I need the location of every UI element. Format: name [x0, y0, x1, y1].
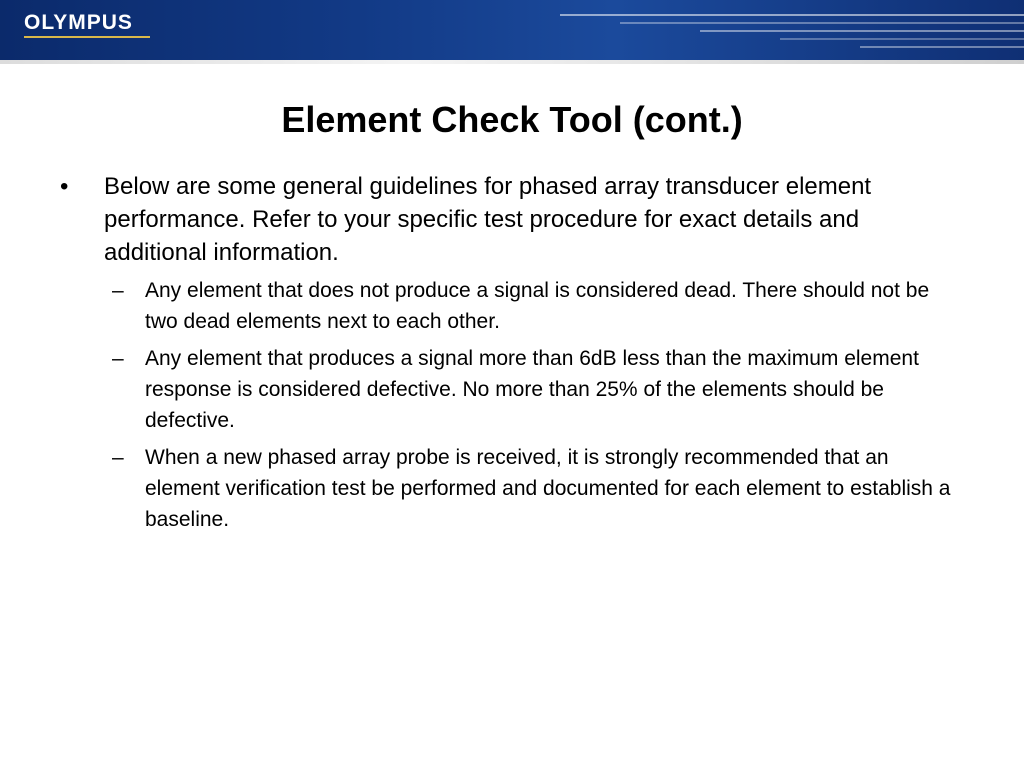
header-streak [560, 14, 1024, 16]
sub-bullet-marker: – [112, 347, 124, 370]
header-band [0, 0, 1024, 60]
logo-underline [24, 36, 150, 38]
sub-bullet-item [112, 275, 976, 337]
sub-bullet-text: Any element that produces a signal more than 6dB less than the maximum element response is considered defective. No more than 25% of the elements should be defective. [145, 347, 919, 432]
header-streak [700, 30, 1024, 32]
slide-content [56, 170, 976, 541]
sub-bullet-marker: – [112, 446, 124, 469]
header-streak [780, 38, 1024, 40]
sub-bullet-marker: – [112, 279, 124, 302]
header-streak [860, 46, 1024, 48]
bullet-marker: • [60, 173, 69, 200]
sub-bullet-text: Any element that does not produce a signal is considered dead. There should not be two dead elements next to each other. [145, 279, 930, 333]
sub-bullet-item [112, 343, 976, 436]
sub-bullet-item [112, 442, 976, 535]
bullet-item [56, 170, 976, 269]
olympus-logo: OLYMPUS [24, 11, 133, 34]
bullet-text: Below are some general guidelines for phased array transducer element performance. Refer to your specific test procedure for exact details and additional information. [104, 173, 872, 266]
header-divider [0, 60, 1024, 64]
sub-bullet-list [112, 275, 976, 535]
sub-bullet-text: When a new phased array probe is received, it is strongly recommended that an element verification test be performed and documented for each element to establish a baseline. [145, 446, 951, 531]
header-streak [620, 22, 1024, 24]
slide-title: Element Check Tool (cont.) [281, 99, 743, 141]
